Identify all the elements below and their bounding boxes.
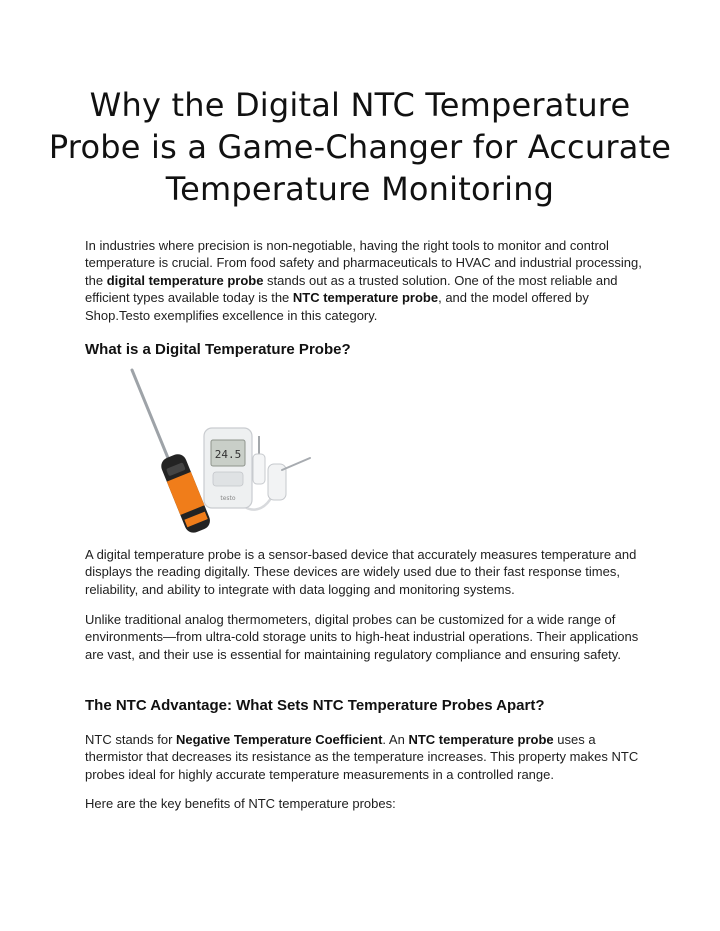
section-heading-digital-probe: What is a Digital Temperature Probe? — [85, 341, 351, 358]
product-image — [118, 366, 318, 534]
instrument-reading: 24.5 — [214, 448, 242, 461]
ntc-bold-2: NTC temperature probe — [408, 732, 554, 747]
intro-bold-2: NTC temperature probe — [292, 290, 439, 306]
instrument-brand: testo — [220, 495, 236, 502]
intro-bold-1: digital temperature probe — [106, 272, 264, 288]
instrument-buttons — [213, 472, 243, 486]
ntc-definition-paragraph — [85, 731, 645, 783]
intro-text-1: In industries where precision is non-negotiable, having the right tools to monitor and control temperature is crucial. From food safety and pharmaceuticals to HVAC and industrial processing, the — [85, 238, 642, 288]
section-heading-ntc-advantage: The NTC Advantage: What Sets NTC Temperature Probes Apart? — [85, 697, 545, 714]
probe-rod — [132, 370, 168, 458]
intro-paragraph — [85, 237, 645, 324]
ntc-bold-1: Negative Temperature Coefficient — [176, 732, 383, 747]
ntc-text-1: NTC stands for — [85, 732, 177, 747]
pocket-probe — [253, 436, 265, 484]
benefits-intro-paragraph: Here are the key benefits of NTC temperature probes: — [85, 796, 396, 811]
folding-probe — [268, 458, 310, 500]
digital-instrument — [204, 428, 252, 508]
ntc-text-3: uses a thermistor that decreases its resistance as the temperature increases. This property makes NTC probes ideal for highly accurate temperature measurements in a controlled range. — [85, 732, 639, 782]
folding-probe-tip — [282, 458, 310, 470]
pocket-probe-body — [253, 454, 265, 484]
probe-definition-paragraph: A digital temperature probe is a sensor-based device that accurately measures temperature and displays the reading digitally. These devices are widely used due to their fast response times, reliability, and ability to integrate with data logging and monitoring systems. — [85, 547, 637, 597]
thermometer-illustration — [118, 366, 318, 534]
page-title: Why the Digital NTC Temperature Probe is a Game-Changer for Accurate Temperature Monitoring — [48, 86, 672, 208]
probe-applications-paragraph: Unlike traditional analog thermometers, digital probes can be customized for a wide range of environments—from ultra-cold storage units to high-heat industrial operations. Their applications are vast, and their use is essential for maintaining regulatory compliance and ensuring safety. — [85, 612, 639, 662]
ntc-text-2: . An — [382, 732, 409, 747]
intro-text-3: , and the model offered by Shop.Testo exemplifies excellence in this category. — [85, 290, 589, 323]
intro-text-2: stands out as a trusted solution. One of the most reliable and efficient types available today is the — [85, 272, 618, 306]
